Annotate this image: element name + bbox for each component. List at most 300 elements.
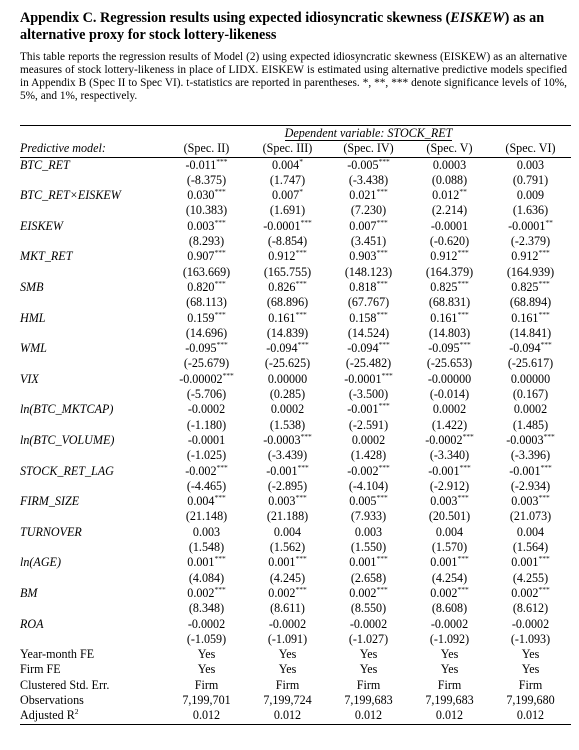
tstat-cell: (4.084) [188,570,225,585]
coef-row [20,249,571,264]
significance-stars: *** [538,309,550,319]
tstat-cell: (21.073) [509,509,552,524]
tstat-cell: (-2.934) [510,478,551,493]
tstat-cell: (8.612) [512,601,549,616]
significance-stars: *** [376,248,388,258]
tstat-cell: (1.428) [350,448,387,463]
tstat-cell: (10.383) [185,203,228,218]
coef-cell: 0.003 [354,524,383,539]
variable-label: ln(BTC_MKTCAP) [20,402,114,417]
column-header: (Spec. VI) [490,141,571,157]
footer-cell: 0.012 [490,708,571,724]
tstat-cell: (21.188) [266,509,309,524]
tstat-cell: (-25.625) [264,356,311,371]
significance-stars: *** [214,493,226,503]
coef-row [20,525,571,540]
footer-label: Adjusted $R^2$ [20,708,166,724]
coef-cell: 0.001*** [349,554,388,570]
variable-label: TURNOVER [20,524,82,539]
coef-cell: 0.002*** [430,584,469,600]
significance-stars: *** [543,431,555,441]
footer-cell: 0.012 [409,708,490,724]
footer-row [20,662,571,677]
tstat-row [20,265,571,280]
empty-cell [20,387,166,402]
tstat-cell: (-8.375) [186,172,227,187]
footer-cell: Firm [356,677,381,692]
coef-cell: -0.0001*** [344,370,393,386]
tstat-cell: (-3.340) [429,448,470,463]
empty-cell [20,601,166,616]
tstat-cell: (8.348) [188,601,225,616]
tstat-cell: (4.255) [512,570,549,585]
coef-cell: -0.0002 [349,616,388,631]
tstat-cell: (-1.091) [267,631,308,646]
tstat-row [20,632,571,647]
coef-cell: 0.903*** [349,248,388,264]
coef-cell: 0.021*** [349,187,388,203]
coef-cell: -0.001*** [347,401,390,417]
coef-cell: -0.011*** [185,156,228,172]
significance-stars: *** [295,493,307,503]
variable-label: ROA [20,616,44,631]
tstat-cell: (0.167) [512,387,549,402]
coef-cell: -0.0002 [187,402,226,417]
coef-cell: -0.0003*** [506,431,555,447]
variable-label: ln(AGE) [20,555,61,570]
tstat-cell: (-1.180) [186,417,227,432]
significance-stars: *** [214,309,226,319]
tstat-cell: (-3.500) [348,387,389,402]
tstat-cell: (-1.027) [348,631,389,646]
dep-var-row [20,126,571,142]
coef-cell: 0.007*** [349,217,388,233]
coef-cell: -0.00002*** [179,370,234,386]
coef-cell: 0.0002 [513,402,548,417]
significance-stars: *** [295,309,307,319]
tstat-cell: (0.285) [269,387,306,402]
variable-label: VIX [20,371,39,386]
tstat-cell: (8.550) [350,601,387,616]
tstat-cell: (148.123) [344,264,393,279]
coef-cell: 0.0002 [351,432,386,447]
significance-stars: *** [378,156,390,166]
coef-cell: 0.004 [516,524,545,539]
tstat-row [20,571,571,586]
tstat-cell: (165.755) [263,264,312,279]
tstat-row [20,418,571,433]
significance-stars: *** [214,554,226,564]
footer-cell: 7,199,724 [263,692,312,707]
coef-row [20,280,571,295]
coef-row [20,341,571,356]
empty-cell [20,326,166,341]
tstat-cell: (1.550) [350,540,387,555]
coef-cell: 0.825*** [511,278,550,294]
column-header: (Spec. II) [166,141,247,157]
tstat-cell: (67.767) [347,295,390,310]
coef-cell: 0.005*** [349,493,388,509]
significance-stars: *** [540,462,552,472]
footer-cell: Yes [521,647,540,662]
significance-stars: *** [216,340,228,350]
significance-stars: *** [538,584,550,594]
tstat-row [20,509,571,524]
tstat-cell: (1.747) [269,172,306,187]
empty-cell [20,203,166,218]
tstat-cell: (14.696) [185,325,228,340]
coef-row [20,617,571,632]
tstat-cell: (-1.092) [429,631,470,646]
tstat-row [20,173,571,188]
tstat-cell: (-4.465) [186,478,227,493]
significance-stars: *** [457,493,469,503]
tstat-cell: (164.939) [506,264,555,279]
coef-cell: 0.007* [272,187,303,203]
significance-stars: * [299,156,303,166]
tstat-cell: (68.894) [509,295,552,310]
footer-cell: Yes [278,662,297,677]
significance-stars: *** [538,278,550,288]
significance-stars: *** [376,278,388,288]
empty-cell [20,356,166,371]
significance-stars: *** [214,584,226,594]
tstat-cell: (14.803) [428,325,471,340]
variable-label: ln(BTC_VOLUME) [20,432,115,447]
tstat-cell: (7.230) [350,203,387,218]
coef-row [20,464,571,479]
tstat-cell: (-4.104) [348,478,389,493]
coef-cell: 0.009 [516,188,545,203]
tstat-cell: (20.501) [428,509,471,524]
tstat-cell: (-25.482) [345,356,392,371]
footer-cell: Yes [197,647,216,662]
tstat-row [20,326,571,341]
significance-stars: *** [378,462,390,472]
tstat-cell: (8.293) [188,234,225,249]
significance-stars: *** [214,187,226,197]
tstat-cell: (68.896) [266,295,309,310]
significance-stars: *** [214,278,226,288]
tstat-cell: (-1.093) [510,631,551,646]
tstat-cell: (0.791) [512,172,549,187]
predictive-model-label: Predictive model: [20,141,166,157]
tstat-cell: (-0.620) [429,234,470,249]
significance-stars: *** [378,340,390,350]
coef-cell: -0.0002 [511,616,550,631]
empty-cell [20,234,166,249]
coef-cell: 0.825*** [430,278,469,294]
tstat-cell: (2.214) [431,203,468,218]
empty-cell [20,448,166,463]
significance-stars: *** [376,309,388,319]
footer-label: Firm FE [20,662,61,677]
footer-cell: Yes [359,662,378,677]
footer-cell: 0.012 [166,708,247,724]
tstat-row [20,295,571,310]
coef-cell: 0.001*** [187,554,226,570]
variable-label: BTC_RET [20,157,70,172]
footer-cell: 7,199,683 [425,692,474,707]
coef-cell: 0.012** [432,187,467,203]
coef-cell: -0.094*** [347,340,390,356]
coef-cell: -0.0003*** [263,431,312,447]
coef-cell: 0.820*** [187,278,226,294]
tstat-cell: (163.669) [182,264,231,279]
coef-cell: 0.0002 [270,402,305,417]
variable-label: HML [20,310,46,325]
empty-cell [20,540,166,555]
tstat-cell: (1.562) [269,540,306,555]
footer-label: Clustered Std. Err. [20,677,110,692]
tstat-cell: (-25.679) [183,356,230,371]
coef-cell: 0.030*** [187,187,226,203]
coef-cell: -0.002*** [185,462,228,478]
empty-cell [20,632,166,647]
coef-cell: 0.002*** [511,584,550,600]
tstat-cell: (68.831) [428,295,471,310]
coef-cell: 0.00000 [510,371,551,386]
empty-cell [20,126,166,142]
footer-cell: Yes [278,647,297,662]
coef-cell: 0.907*** [187,248,226,264]
coef-cell: 0.001*** [511,554,550,570]
coef-cell: 0.0002 [432,402,467,417]
coef-row [20,157,571,173]
tstat-cell: (-2.591) [348,417,389,432]
significance-stars: *** [457,278,469,288]
variable-label: MKT_RET [20,249,73,264]
coef-row [20,402,571,417]
table-description: This table reports the regression results of Model (2) using expected idiosyncratic skewness (EISKEW) as an alternative measures of stock lottery-likeness in place of LIDX. EISKEW is estimated using alternative predictive models specified in Appendix B (Spec II to Spec VI). t-statistics are reported in parentheses. *, **, *** denote significance levels of 10%, 5%, and 1%, respectively. [20,51,567,103]
footer-cell: Yes [440,662,459,677]
column-header-row [20,141,571,157]
coef-row [20,586,571,601]
footer-cell: 7,199,680 [506,692,555,707]
significance-stars: *** [216,156,228,166]
coef-cell: -0.0001*** [263,217,312,233]
coef-cell: -0.001*** [428,462,471,478]
coef-cell: 0.004*** [187,493,226,509]
coef-cell: 0.912*** [511,248,550,264]
coef-cell: -0.005*** [347,156,390,172]
tstat-cell: (8.608) [431,601,468,616]
tstat-cell: (0.088) [431,172,468,187]
tstat-cell: (21.148) [185,509,228,524]
coef-cell: -0.0002 [268,616,307,631]
coef-cell: 0.003*** [430,493,469,509]
coef-cell: -0.094*** [266,340,309,356]
coef-row [20,433,571,448]
coef-cell: 0.003*** [511,493,550,509]
column-header: (Spec. V) [409,141,490,157]
empty-cell [20,571,166,586]
tstat-cell: (1.636) [512,203,549,218]
tstat-cell: (-5.706) [186,387,227,402]
significance-stars: ** [545,217,553,227]
coef-cell: -0.002*** [347,462,390,478]
coef-cell: -0.0002 [187,616,226,631]
significance-stars: *** [295,248,307,258]
significance-stars: *** [295,584,307,594]
significance-stars: *** [376,554,388,564]
footer-cell: Firm [437,677,462,692]
tstat-row [20,234,571,249]
significance-stars: *** [459,462,471,472]
coef-cell: 0.002*** [187,584,226,600]
significance-stars: *** [457,554,469,564]
coef-row [20,311,571,326]
footer-cell: Firm [275,677,300,692]
significance-stars: *** [214,248,226,258]
coef-cell: 0.002*** [268,584,307,600]
coef-cell: -0.001*** [266,462,309,478]
tstat-cell: (2.658) [350,570,387,585]
tstat-row [20,387,571,402]
significance-stars: *** [214,217,226,227]
significance-stars: *** [300,217,312,227]
tstat-cell: (-8.854) [267,234,308,249]
coef-cell: 0.161*** [511,309,550,325]
coef-cell: 0.818*** [349,278,388,294]
footer-cell: Firm [518,677,543,692]
tstat-cell: (1.485) [512,417,549,432]
significance-stars: *** [381,370,393,380]
tstat-cell: (1.691) [269,203,306,218]
tstat-cell: (-25.617) [507,356,554,371]
coef-cell: 0.003*** [268,493,307,509]
variable-label: EISKEW [20,218,63,233]
dep-var-header [166,126,571,142]
significance-stars: * [299,187,303,197]
significance-stars: *** [295,278,307,288]
footer-cell: Yes [197,662,216,677]
significance-stars: *** [538,493,550,503]
significance-stars: *** [457,309,469,319]
significance-stars: *** [378,401,390,411]
coef-cell: 0.00000 [267,371,308,386]
significance-stars: *** [538,554,550,564]
coef-row [20,188,571,203]
column-header: (Spec. IV) [328,141,409,157]
coef-cell: 0.003 [192,524,221,539]
tstat-cell: (-2.895) [267,478,308,493]
coef-cell: 0.912*** [430,248,469,264]
coef-cell: 0.912*** [268,248,307,264]
significance-stars: *** [295,554,307,564]
footer-row [20,678,571,693]
coef-cell: -0.0001** [508,217,553,233]
coef-cell: 0.161*** [268,309,307,325]
significance-stars: *** [297,340,309,350]
title-eiskew-term: EISKEW [450,10,505,26]
regression-table [20,125,571,725]
significance-stars: *** [540,340,552,350]
significance-stars: *** [376,187,388,197]
coef-cell: -0.095*** [428,340,471,356]
empty-cell [20,418,166,433]
tstat-cell: (1.422) [431,417,468,432]
footer-cell: Firm [194,677,219,692]
tstat-cell: (1.570) [431,540,468,555]
footer-cell: 0.012 [247,708,328,724]
coef-cell: -0.00000 [427,371,472,386]
significance-stars: *** [222,370,234,380]
tstat-row [20,203,571,218]
coef-cell: -0.001*** [509,462,552,478]
coef-cell: 0.001*** [268,554,307,570]
empty-cell [20,265,166,280]
coef-cell: 0.826*** [268,278,307,294]
empty-cell [20,173,166,188]
variable-label: WML [20,341,47,356]
tstat-cell: (4.245) [269,570,306,585]
tstat-cell: (-3.438) [348,172,389,187]
coef-cell: 0.004 [435,524,464,539]
variable-label: FIRM_SIZE [20,494,80,509]
coef-row [20,555,571,570]
footer-cell: 7,199,701 [182,692,231,707]
coef-cell: -0.0002*** [425,431,474,447]
coef-cell: -0.0001 [187,432,226,447]
tstat-row [20,356,571,371]
footer-label: Year-month FE [20,647,95,662]
coef-cell: 0.004* [272,156,303,172]
coef-cell: 0.158*** [349,309,388,325]
tstat-cell: (14.839) [266,325,309,340]
tstat-cell: (8.611) [270,601,305,616]
significance-stars: *** [376,584,388,594]
tstat-row [20,448,571,463]
tstat-row [20,601,571,616]
footer-row [20,693,571,708]
significance-stars: *** [376,217,388,227]
tstat-cell: (-1.025) [186,448,227,463]
variable-label: STOCK_RET_LAG [20,463,114,478]
coef-cell: 0.0003 [432,157,467,172]
tstat-cell: (1.564) [512,540,549,555]
coef-cell: 0.159*** [187,309,226,325]
coef-cell: -0.094*** [509,340,552,356]
tstat-cell: (-3.439) [267,448,308,463]
footer-cell: Yes [359,647,378,662]
column-header: (Spec. III) [247,141,328,157]
coef-row [20,372,571,387]
significance-stars: *** [457,248,469,258]
significance-stars: *** [538,248,550,258]
tstat-cell: (1.538) [269,417,306,432]
footer-row [20,647,571,662]
significance-stars: *** [457,584,469,594]
coef-row [20,494,571,509]
significance-stars: *** [216,462,228,472]
empty-cell [20,509,166,524]
tstat-cell: (14.524) [347,325,390,340]
coef-cell: 0.161*** [430,309,469,325]
footer-cell: 7,199,683 [344,692,393,707]
empty-cell [20,479,166,494]
significance-stars: *** [300,431,312,441]
coef-cell: 0.004 [273,524,302,539]
tstat-cell: (-2.912) [429,478,470,493]
coef-cell: 0.003*** [187,217,226,233]
footer-label: Observations [20,692,84,707]
empty-cell [20,295,166,310]
tstat-cell: (-1.059) [186,631,227,646]
coef-cell: -0.0002 [430,616,469,631]
tstat-cell: (3.451) [350,234,387,249]
significance-stars: *** [376,493,388,503]
